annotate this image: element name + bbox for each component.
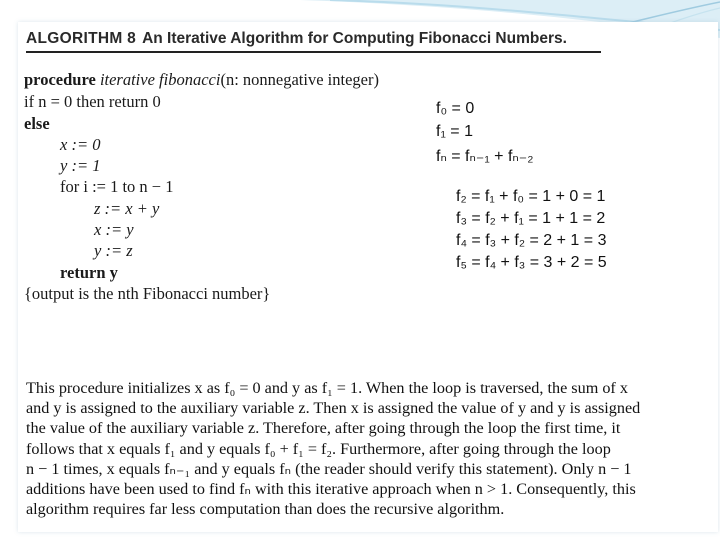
paragraph-line-4: follows that x equals f₁ and y equals f₀ + f₁ = f₂. Furthermore, after going through the loop — [26, 439, 611, 458]
example-f3: f₃ = f₂ + f₁ = 1 + 1 = 2 — [456, 210, 606, 227]
pseudocode-line-if: if n = 0 then return 0 — [24, 92, 161, 111]
pseudocode-line-x-assign: x := y — [94, 220, 134, 239]
pseudocode-line-x-init: x := 0 — [60, 135, 101, 154]
pseudocode-line-return: return y — [60, 263, 118, 282]
pseudocode-line-y-assign: y := z — [94, 241, 133, 260]
recurrence-base-0: f₀ = 0 — [436, 100, 475, 117]
recurrence-base-1: f₁ = 1 — [436, 123, 473, 140]
pseudocode-line-output-comment: {output is the nth Fibonacci number} — [24, 284, 271, 303]
paragraph-line-5: n − 1 times, x equals fₙ₋₁ and y equals fₙ (the reader should verify this statement). Only n − 1 — [26, 459, 632, 478]
example-f2: f₂ = f₁ + f₀ = 1 + 0 = 1 — [456, 188, 606, 205]
explanation-paragraph — [26, 378, 701, 519]
paragraph-line-7: algorithm requires far less computation than does the recursive algorithm. — [26, 500, 505, 519]
pseudocode-line-z-assign: z := x + y — [94, 199, 160, 218]
pseudocode-line-else: else — [24, 114, 50, 133]
example-f4: f₄ = f₃ + f₂ = 2 + 1 = 3 — [456, 232, 607, 249]
algorithm-label: ALGORITHM 8 — [26, 30, 137, 47]
pseudocode-line-y-init: y := 1 — [60, 156, 101, 175]
pseudocode-line-procedure: procedure iterative fibonacci(n: nonnegative integer) — [24, 70, 379, 89]
algorithm-title-text: An Iterative Algorithm for Computing Fibonacci Numbers. — [142, 30, 567, 47]
paragraph-line-2: and y is assigned to the auxiliary variable z. Then x is assigned the value of y and y is assigned — [26, 399, 641, 418]
example-f5: f₅ = f₄ + f₃ = 3 + 2 = 5 — [456, 254, 607, 271]
paragraph-line-3: the value of the auxiliary variable z. Therefore, after going through the loop the first time, it — [26, 419, 621, 438]
paragraph-line-6: additions have been used to find fₙ with this iterative approach when n > 1. Consequently, this — [26, 480, 636, 499]
recurrence-rule: fₙ = fₙ₋₁ + fₙ₋₂ — [436, 148, 534, 165]
algorithm-title — [26, 30, 601, 53]
pseudocode-line-for: for i := 1 to n − 1 — [60, 177, 174, 196]
paragraph-line-1: This procedure initializes x as f₀ = 0 and y as f₁ = 1. When the loop is traversed, the sum of x — [26, 379, 628, 397]
